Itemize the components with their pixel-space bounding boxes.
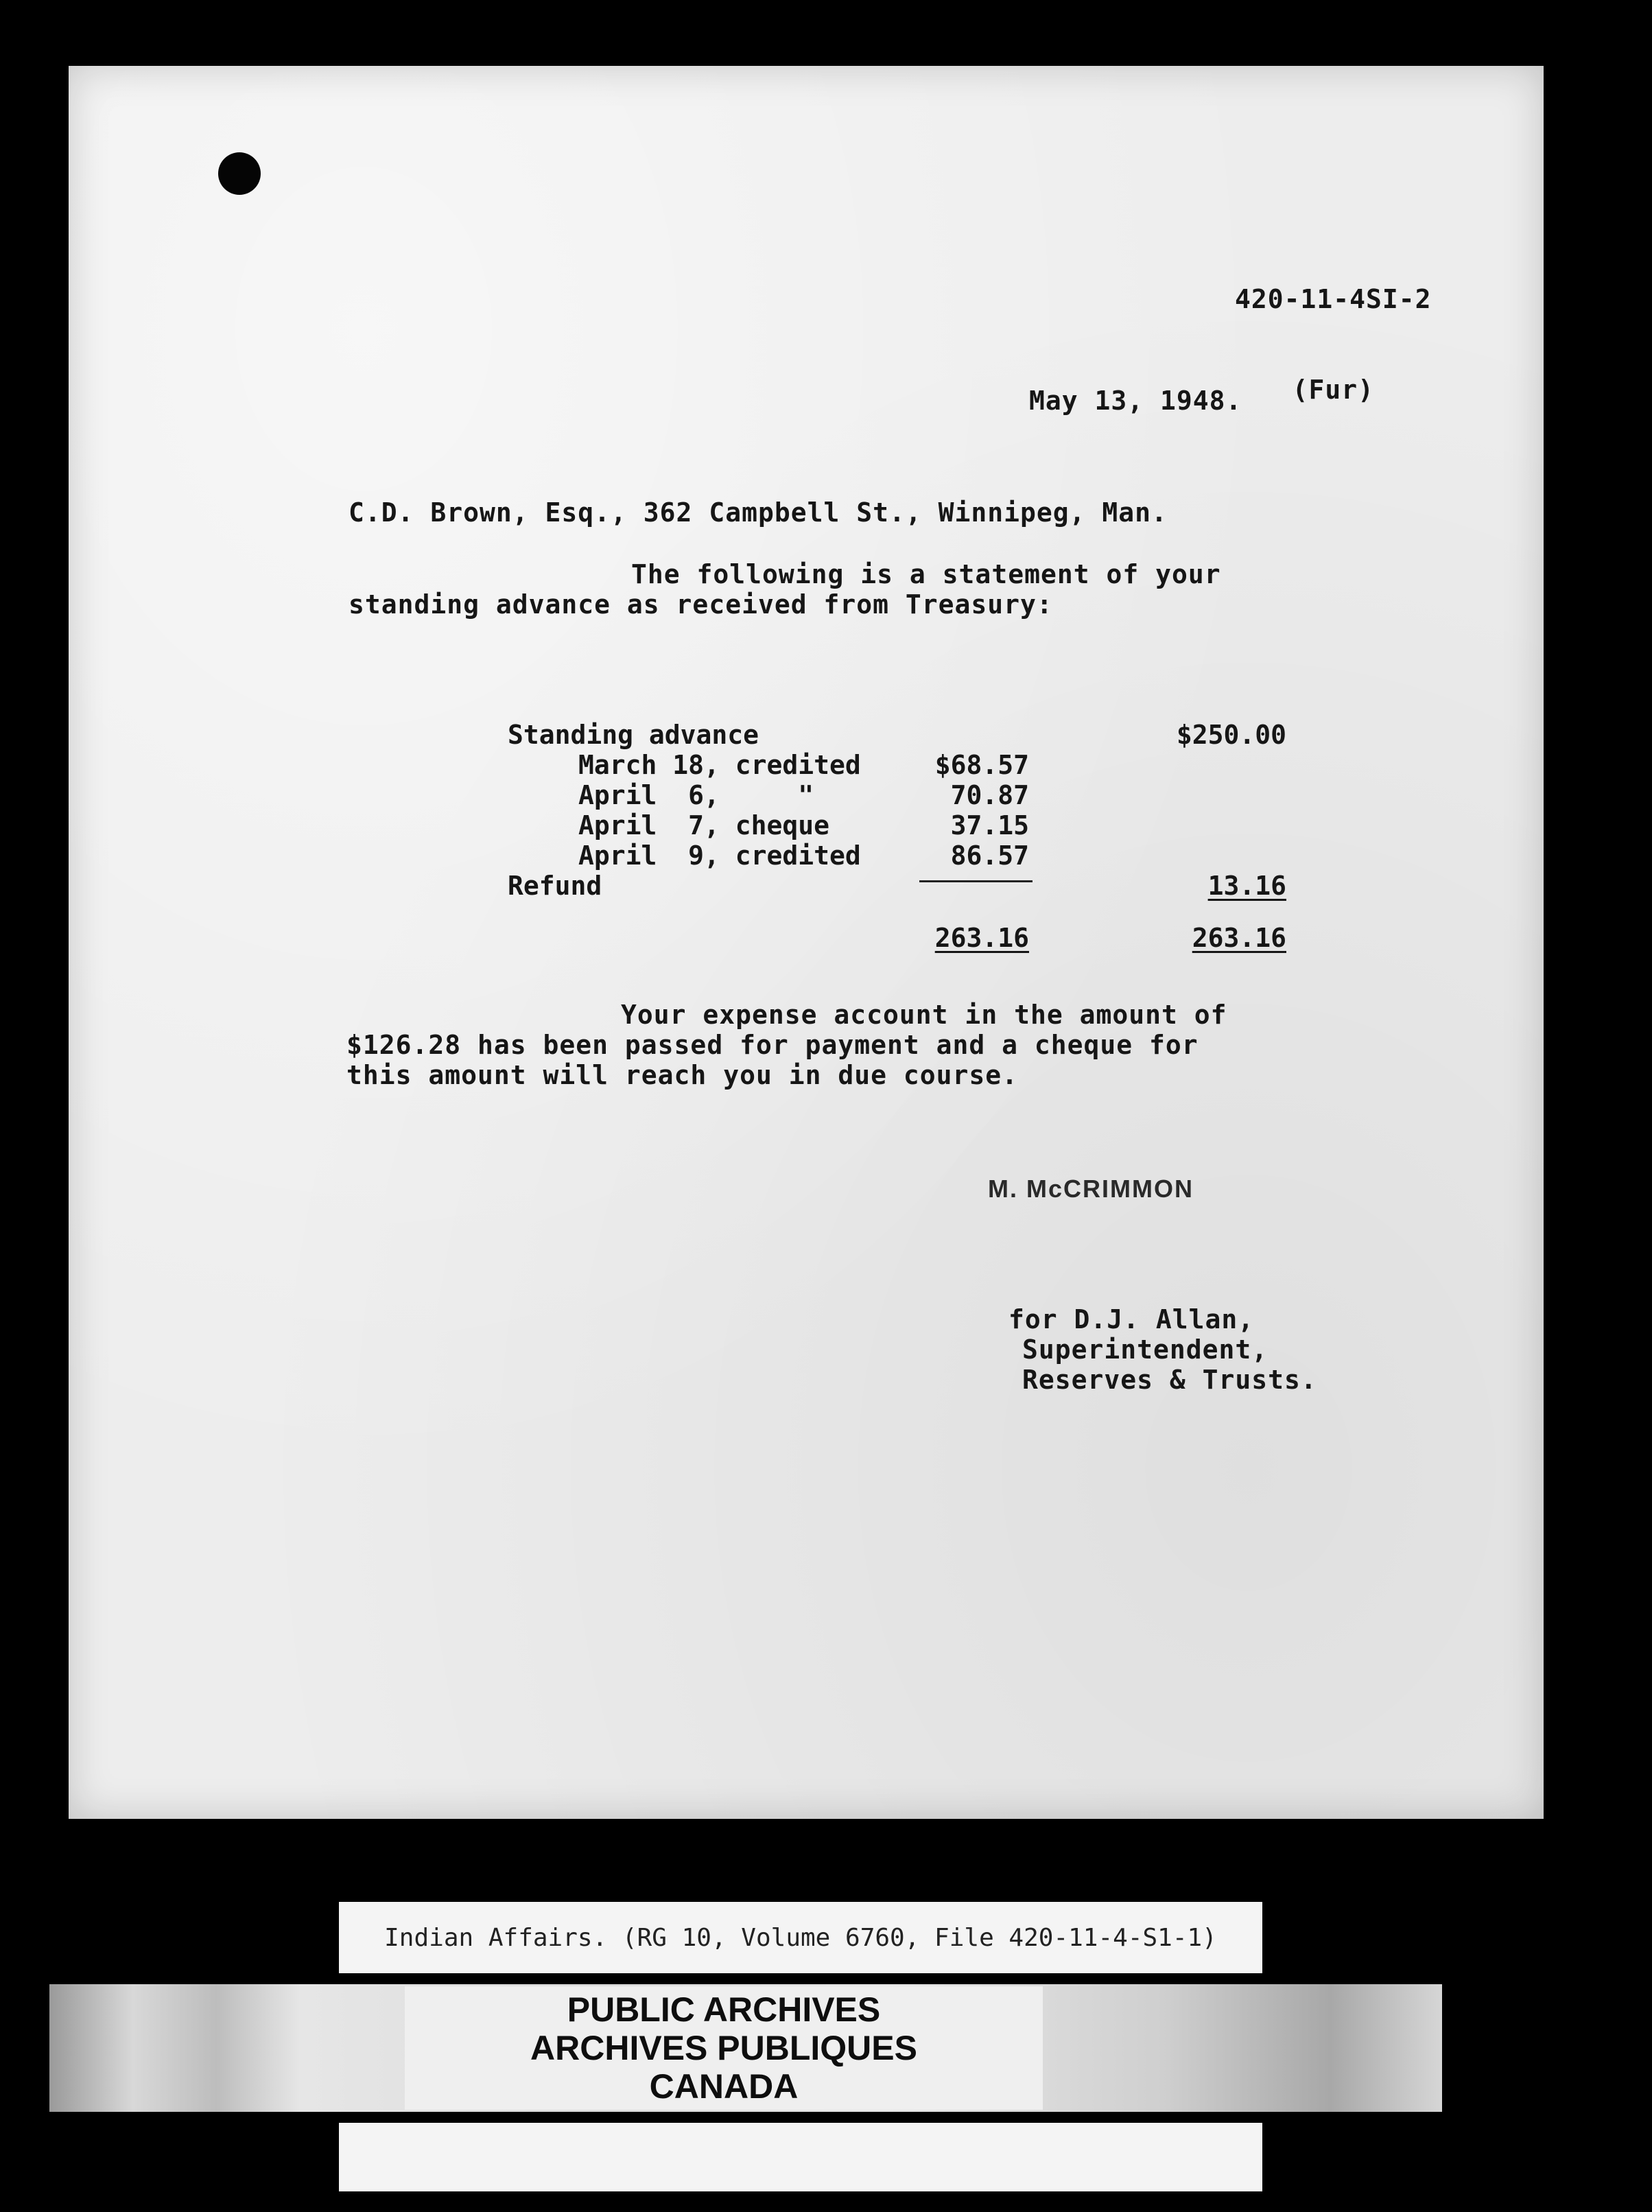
entry-label: April 7, cheque bbox=[578, 810, 830, 840]
body-line-1: Your expense account in the amount of bbox=[621, 1000, 1227, 1030]
entry-label: March 18, credited bbox=[578, 750, 861, 780]
refund-label: Refund bbox=[508, 871, 602, 901]
addressee: C.D. Brown, Esq., 362 Campbell St., Winnipeg, Man. bbox=[349, 497, 1168, 528]
letter-date: May 13, 1948. bbox=[1029, 386, 1242, 416]
archive-line-1: PUBLIC ARCHIVES bbox=[567, 1990, 881, 2029]
stamped-signature: M. McCRIMMON bbox=[988, 1175, 1194, 1203]
signoff-line-2: Superintendent, bbox=[1022, 1334, 1268, 1365]
total-col2: 263.16 bbox=[1192, 923, 1286, 953]
archive-line-2: ARCHIVES PUBLIQUES bbox=[530, 2029, 917, 2067]
entry-label: April 6, " bbox=[578, 780, 814, 810]
intro-line-2: standing advance as received from Treasury: bbox=[349, 589, 1053, 620]
subtotal-rule bbox=[919, 880, 1032, 882]
body-line-2: $126.28 has been passed for payment and a cheque for bbox=[346, 1030, 1199, 1060]
archive-reference-text: Indian Affairs. (RG 10, Volume 6760, File 420-11-4-S1-1) bbox=[384, 1923, 1217, 1952]
standing-advance-label: Standing advance bbox=[508, 720, 759, 750]
archive-reference-label bbox=[339, 1902, 1262, 1973]
intro-line-1: The following is a statement of your bbox=[631, 559, 1221, 589]
body-line-3: this amount will reach you in due course. bbox=[346, 1060, 1018, 1090]
archive-line-3: CANADA bbox=[649, 2067, 799, 2106]
total-col1: 263.16 bbox=[934, 923, 1029, 953]
entry-amount: $68.57 bbox=[934, 750, 1029, 780]
file-reference-number: 420-11-4SI-2 bbox=[1235, 284, 1432, 314]
refund-amount: 13.16 bbox=[1207, 871, 1286, 901]
archive-stamp bbox=[405, 1986, 1043, 2110]
entry-label: April 9, credited bbox=[578, 840, 861, 871]
standing-advance-amount: $250.00 bbox=[1176, 720, 1286, 750]
file-reference bbox=[1235, 224, 1432, 435]
entry-amount: 70.87 bbox=[950, 780, 1029, 810]
entry-amount: 37.15 bbox=[950, 810, 1029, 840]
bottom-label bbox=[339, 2123, 1262, 2191]
entry-amount: 86.57 bbox=[950, 840, 1029, 871]
file-reference-subject: (Fur) bbox=[1292, 375, 1374, 405]
signoff-line-3: Reserves & Trusts. bbox=[1022, 1365, 1317, 1395]
signoff-line-1: for D.J. Allan, bbox=[1008, 1304, 1255, 1334]
punch-hole bbox=[218, 152, 261, 195]
